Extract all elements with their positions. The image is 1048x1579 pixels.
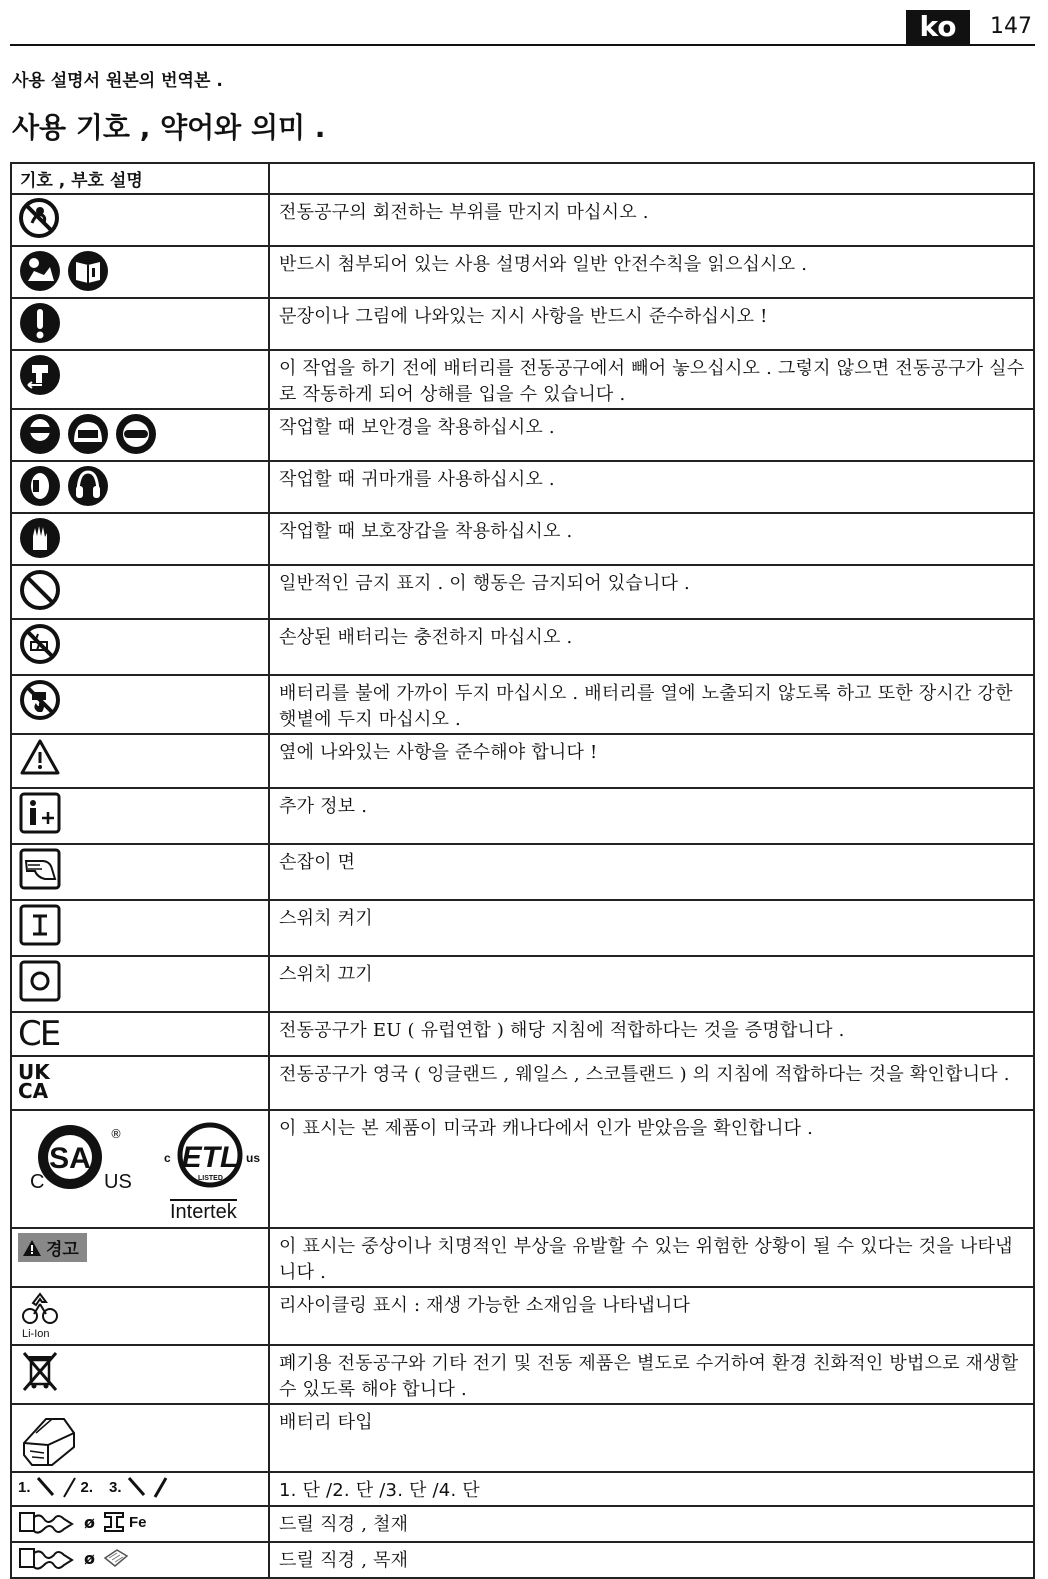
switch-on-icon bbox=[18, 903, 62, 947]
table-row bbox=[11, 1542, 1034, 1578]
description-cell: 배터리를 불에 가까이 두지 마십시오 . 배터리를 열에 노출되지 않도록 하고 또한 장시간 강한 햇볕에 두지 마십시오 . bbox=[269, 675, 1034, 734]
description-cell: 스위치 끄기 bbox=[269, 956, 1034, 1012]
recycling-icon bbox=[18, 1290, 262, 1340]
ce-mark-icon: CE bbox=[18, 1014, 60, 1054]
table-row bbox=[11, 246, 1034, 298]
table-row bbox=[11, 1472, 1034, 1506]
stage-1-label: 1. bbox=[18, 1478, 31, 1496]
table-row bbox=[11, 1012, 1034, 1056]
description-cell: 드릴 직경 , 목재 bbox=[269, 1542, 1034, 1578]
description-cell: 전동공구가 EU ( 유럽연합 ) 해당 지침에 적합하다는 것을 증명합니다 . bbox=[269, 1012, 1034, 1056]
svg-text:ETL: ETL bbox=[181, 1141, 239, 1174]
description-cell: 추가 정보 . bbox=[269, 788, 1034, 844]
table-row bbox=[11, 844, 1034, 900]
description-cell: 스위치 켜기 bbox=[269, 900, 1034, 956]
wood-block-icon bbox=[103, 1546, 129, 1570]
drill-wood-icon bbox=[18, 1545, 262, 1571]
table-row bbox=[11, 298, 1034, 350]
description-cell: 1. 단 /2. 단 /3. 단 /4. 단 bbox=[269, 1472, 1034, 1506]
table-row bbox=[11, 409, 1034, 461]
warning-label-text: 경고 bbox=[46, 1240, 79, 1260]
ear-protection-icon bbox=[18, 464, 112, 508]
description-cell: 일반적인 금지 표지 . 이 행동은 금지되어 있습니다 . bbox=[269, 565, 1034, 619]
mandatory-exclamation-icon bbox=[18, 301, 62, 345]
drill-bit-icon bbox=[18, 1509, 76, 1535]
table-row bbox=[11, 619, 1034, 675]
table-header-row bbox=[11, 163, 1034, 194]
description-cell: 손잡이 면 bbox=[269, 844, 1034, 900]
ukca-top: UK bbox=[18, 1060, 50, 1084]
description-cell: 이 표시는 본 제품이 미국과 캐나다에서 인가 받았음을 확인합니다 . bbox=[269, 1110, 1034, 1228]
drill-stage-1-icon bbox=[35, 1475, 57, 1499]
description-cell: 문장이나 그림에 나와있는 지시 사항을 반드시 준수하십시오 ! bbox=[269, 298, 1034, 350]
table-row bbox=[11, 956, 1034, 1012]
description-cell: 손상된 배터리는 충전하지 마십시오 . bbox=[269, 619, 1034, 675]
description-cell: 작업할 때 귀마개를 사용하십시오 . bbox=[269, 461, 1034, 513]
etl-us: us bbox=[246, 1151, 261, 1165]
header-rule bbox=[10, 44, 1035, 46]
description-cell: 전동공구가 영국 ( 잉글랜드 , 웨일스 , 스코틀랜드 ) 의 지침에 적합하다는 것을 확인합니다 . bbox=[269, 1056, 1034, 1110]
table-row bbox=[11, 461, 1034, 513]
csa-registered: ® bbox=[110, 1127, 122, 1141]
stage-3-label: 3. bbox=[109, 1478, 122, 1496]
table-row bbox=[11, 350, 1034, 409]
ukca-mark-icon bbox=[18, 1059, 262, 1101]
column-header-symbols: 기호 , 부호 설명 bbox=[11, 163, 269, 194]
table-row bbox=[11, 1404, 1034, 1472]
page-title: 사용 기호 , 약어와 의미 . bbox=[12, 111, 326, 144]
grip-surface-icon bbox=[18, 847, 62, 891]
description-cell: 리사이클링 표시 : 재생 가능한 소재임을 나타냅니다 bbox=[269, 1287, 1034, 1345]
table-row bbox=[11, 900, 1034, 956]
gloves-icon bbox=[18, 516, 62, 560]
symbols-table bbox=[10, 162, 1035, 1579]
table-row bbox=[11, 1506, 1034, 1542]
table-row bbox=[11, 513, 1034, 565]
warning-triangle-icon bbox=[18, 737, 62, 777]
li-ion-label: Li-Ion bbox=[22, 1328, 50, 1340]
description-cell: 이 표시는 중상이나 치명적인 부상을 유발할 수 있는 위험한 상황이 될 수 있다는 것을 나타냅니다 . bbox=[269, 1228, 1034, 1287]
table-row bbox=[11, 675, 1034, 734]
description-cell: 반드시 첨부되어 있는 사용 설명서와 일반 안전수칙을 읽으십시오 . bbox=[269, 246, 1034, 298]
recycle-arrows-icon bbox=[18, 1290, 62, 1328]
weee-bin-icon bbox=[18, 1348, 62, 1394]
drill-bit-wood-icon bbox=[18, 1545, 76, 1571]
drill-stage-4-icon bbox=[152, 1475, 168, 1499]
warning-label-icon bbox=[18, 1233, 87, 1262]
description-cell: 이 작업을 하기 전에 배터리를 전동공구에서 빼어 놓으십시오 . 그렇지 않으면 전동공구가 실수로 작동하게 되어 상해를 입을 수 있습니다 . bbox=[269, 350, 1034, 409]
description-cell: 폐기용 전동공구와 기타 전기 및 전동 제품은 별도로 수거하여 환경 친화적인 방법으로 재생할 수 있도록 해야 합니다 . bbox=[269, 1345, 1034, 1404]
csa-us: US bbox=[104, 1171, 132, 1193]
column-header-description bbox=[269, 163, 1034, 194]
drill-stage-3-icon bbox=[126, 1475, 148, 1499]
description-cell: 작업할 때 보호장갑을 착용하십시오 . bbox=[269, 513, 1034, 565]
drill-steel-icon bbox=[18, 1509, 262, 1535]
language-badge: ko bbox=[906, 10, 970, 44]
ukca-bottom: CA bbox=[18, 1079, 49, 1103]
description-cell: 전동공구의 회전하는 부위를 만지지 마십시오 . bbox=[269, 194, 1034, 246]
etl-logo-icon bbox=[170, 1121, 250, 1193]
diameter-symbol: ø bbox=[84, 1512, 95, 1532]
description-cell: 드릴 직경 , 철재 bbox=[269, 1506, 1034, 1542]
table-row bbox=[11, 565, 1034, 619]
svg-text:SA: SA bbox=[49, 1142, 91, 1175]
csa-c: C bbox=[30, 1171, 45, 1193]
table-row bbox=[11, 1287, 1034, 1345]
table-row bbox=[11, 1110, 1034, 1228]
fe-label: Fe bbox=[129, 1513, 147, 1531]
description-cell: 배터리 타입 bbox=[269, 1404, 1034, 1472]
table-row bbox=[11, 1345, 1034, 1404]
table-row bbox=[11, 734, 1034, 788]
remove-battery-icon bbox=[18, 353, 62, 397]
eye-protection-icon bbox=[18, 412, 160, 456]
battery-type-icon bbox=[18, 1407, 80, 1469]
intertek-label: Intertek bbox=[170, 1201, 237, 1223]
prohibited-icon bbox=[18, 568, 62, 612]
table-row bbox=[11, 194, 1034, 246]
info-icon bbox=[18, 791, 62, 835]
no-charge-damaged-icon bbox=[18, 622, 62, 666]
diameter-symbol: ø bbox=[84, 1548, 95, 1568]
warning-triangle-small-icon bbox=[22, 1239, 42, 1257]
etl-c: c bbox=[164, 1151, 171, 1165]
steel-beam-icon bbox=[103, 1509, 125, 1535]
table-row bbox=[11, 1056, 1034, 1110]
table-row bbox=[11, 1228, 1034, 1287]
etl-listed: LISTED bbox=[198, 1175, 223, 1182]
no-touch-rotating-icon bbox=[18, 197, 60, 239]
description-cell: 작업할 때 보안경을 착용하십시오 . bbox=[269, 409, 1034, 461]
no-fire-icon bbox=[18, 678, 62, 722]
drill-stage-2-icon bbox=[61, 1475, 77, 1499]
read-manual-icon bbox=[18, 249, 114, 293]
description-cell: 옆에 나와있는 사항을 준수해야 합니다 ! bbox=[269, 734, 1034, 788]
translation-note: 사용 설명서 원본의 번역본 . bbox=[12, 71, 223, 91]
switch-off-icon bbox=[18, 959, 62, 1003]
gear-stages-icon bbox=[18, 1475, 262, 1499]
stage-2-label: 2. bbox=[80, 1478, 94, 1496]
table-row bbox=[11, 788, 1034, 844]
page-number: 147 bbox=[990, 14, 1032, 39]
csa-etl-icon bbox=[18, 1113, 262, 1225]
